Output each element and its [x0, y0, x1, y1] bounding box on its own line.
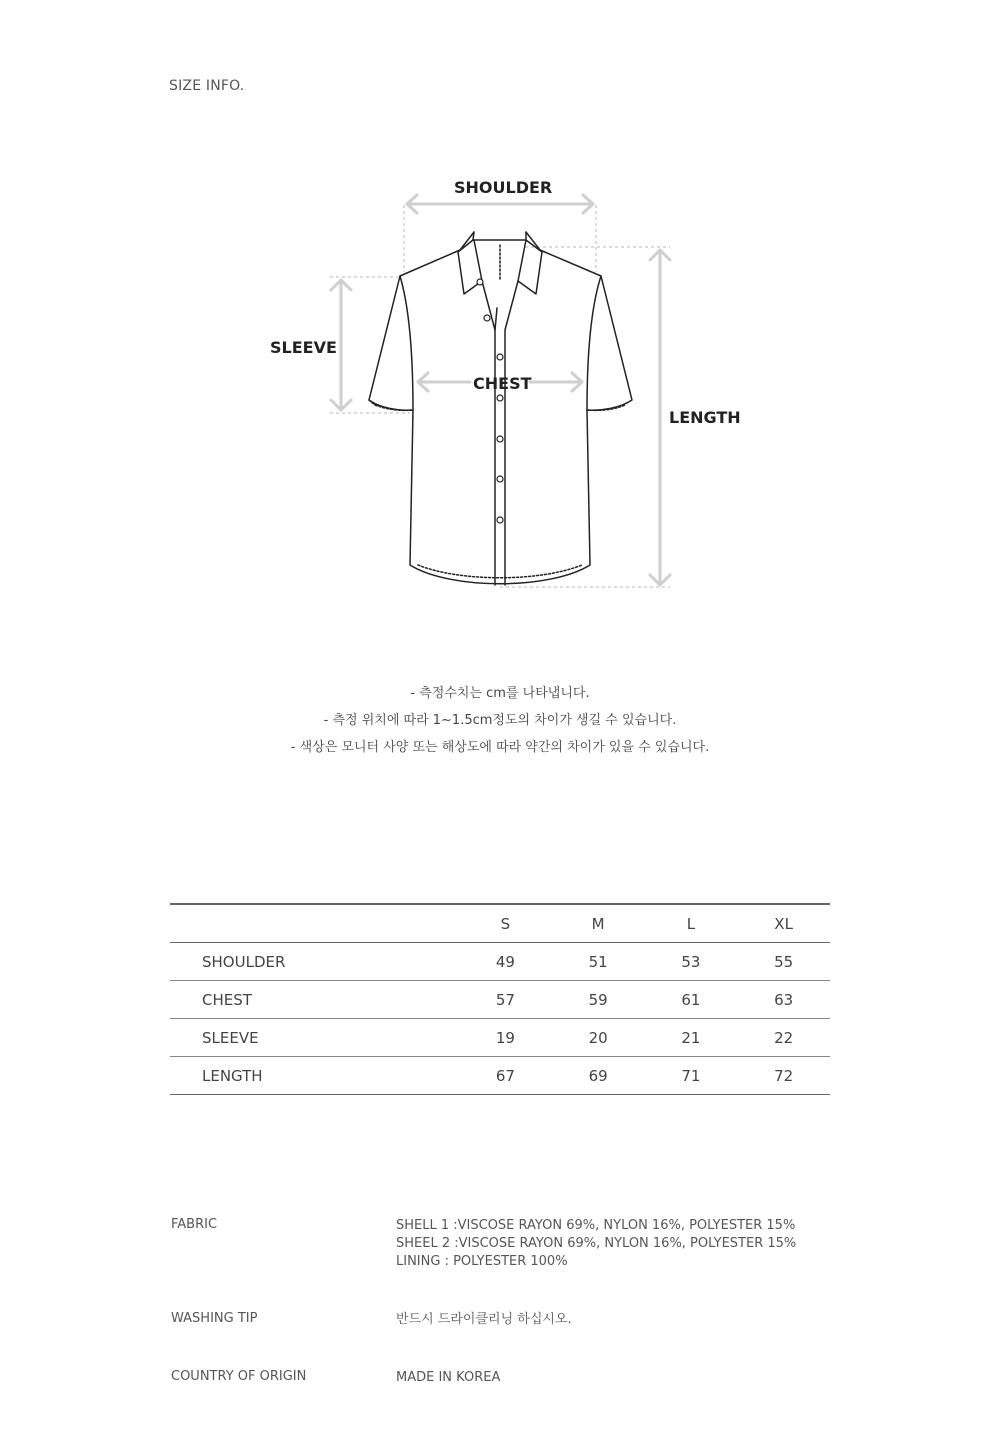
table-cell: 61 — [645, 981, 738, 1019]
button-dot — [477, 279, 483, 285]
table-header-cell: S — [459, 904, 552, 943]
spec-label: FABRIC — [171, 1217, 218, 1232]
table-cell: 72 — [737, 1057, 830, 1095]
table-cell: 22 — [737, 1019, 830, 1057]
table-cell: 59 — [552, 981, 645, 1019]
table-cell: 19 — [459, 1019, 552, 1057]
shoulder-label: SHOULDER — [454, 178, 553, 197]
row-label: SHOULDER — [170, 943, 459, 981]
shirt-measurement-diagram — [0, 150, 1000, 620]
spec-value — [396, 1217, 816, 1271]
table-header-cell: L — [645, 904, 738, 943]
table-header-cell: XL — [737, 904, 830, 943]
button-dot — [497, 517, 503, 523]
fabric-line: SHELL 1 :VISCOSE RAYON 69%, NYLON 16%, POLYESTER 15% — [396, 1218, 796, 1233]
shirt-outline — [369, 232, 632, 585]
button-dot — [497, 354, 503, 360]
length-label: LENGTH — [669, 408, 741, 427]
chest-label: CHEST — [473, 374, 532, 393]
button-dot — [497, 436, 503, 442]
fabric-line: SHEEL 2 :VISCOSE RAYON 69%, NYLON 16%, POLYESTER 15% — [396, 1236, 797, 1251]
table-cell: 63 — [737, 981, 830, 1019]
note-line: - 측정 위치에 따라 1~1.5cm정도의 차이가 생길 수 있습니다. — [323, 713, 677, 728]
button-dot — [484, 315, 490, 321]
table-cell: 51 — [552, 943, 645, 981]
row-label: CHEST — [170, 981, 459, 1019]
table-header-row — [170, 904, 830, 943]
table-cell: 53 — [645, 943, 738, 981]
table-cell: 69 — [552, 1057, 645, 1095]
table-cell: 67 — [459, 1057, 552, 1095]
table-cell: 20 — [552, 1019, 645, 1057]
table-row — [170, 1057, 830, 1095]
note-line: - 측정수치는 cm를 나타냅니다. — [410, 686, 590, 701]
fabric-line: LINING : POLYESTER 100% — [396, 1254, 568, 1269]
table-cell: 71 — [645, 1057, 738, 1095]
table-header-cell — [170, 904, 459, 943]
table-row — [170, 981, 830, 1019]
spec-label: WASHING TIP — [171, 1311, 258, 1326]
table-cell: 57 — [459, 981, 552, 1019]
table-cell: 55 — [737, 943, 830, 981]
spec-value: 반드시 드라이클리닝 하십시오. — [396, 1312, 572, 1327]
measurement-notes — [0, 680, 1000, 761]
table-row — [170, 1019, 830, 1057]
size-table — [170, 903, 830, 1095]
table-header-cell: M — [552, 904, 645, 943]
table-cell: 21 — [645, 1019, 738, 1057]
sleeve-label: SLEEVE — [270, 338, 337, 357]
row-label: SLEEVE — [170, 1019, 459, 1057]
buttons — [477, 279, 503, 523]
spec-label: COUNTRY OF ORIGIN — [171, 1369, 307, 1384]
row-label: LENGTH — [170, 1057, 459, 1095]
table-cell: 49 — [459, 943, 552, 981]
note-line: - 색상은 모니터 사양 또는 해상도에 따라 약간의 차이가 있을 수 있습니다. — [290, 740, 710, 755]
table-row — [170, 943, 830, 981]
spec-value: MADE IN KOREA — [396, 1370, 501, 1385]
button-dot — [497, 476, 503, 482]
section-title: SIZE INFO. — [169, 78, 245, 94]
button-dot — [497, 395, 503, 401]
